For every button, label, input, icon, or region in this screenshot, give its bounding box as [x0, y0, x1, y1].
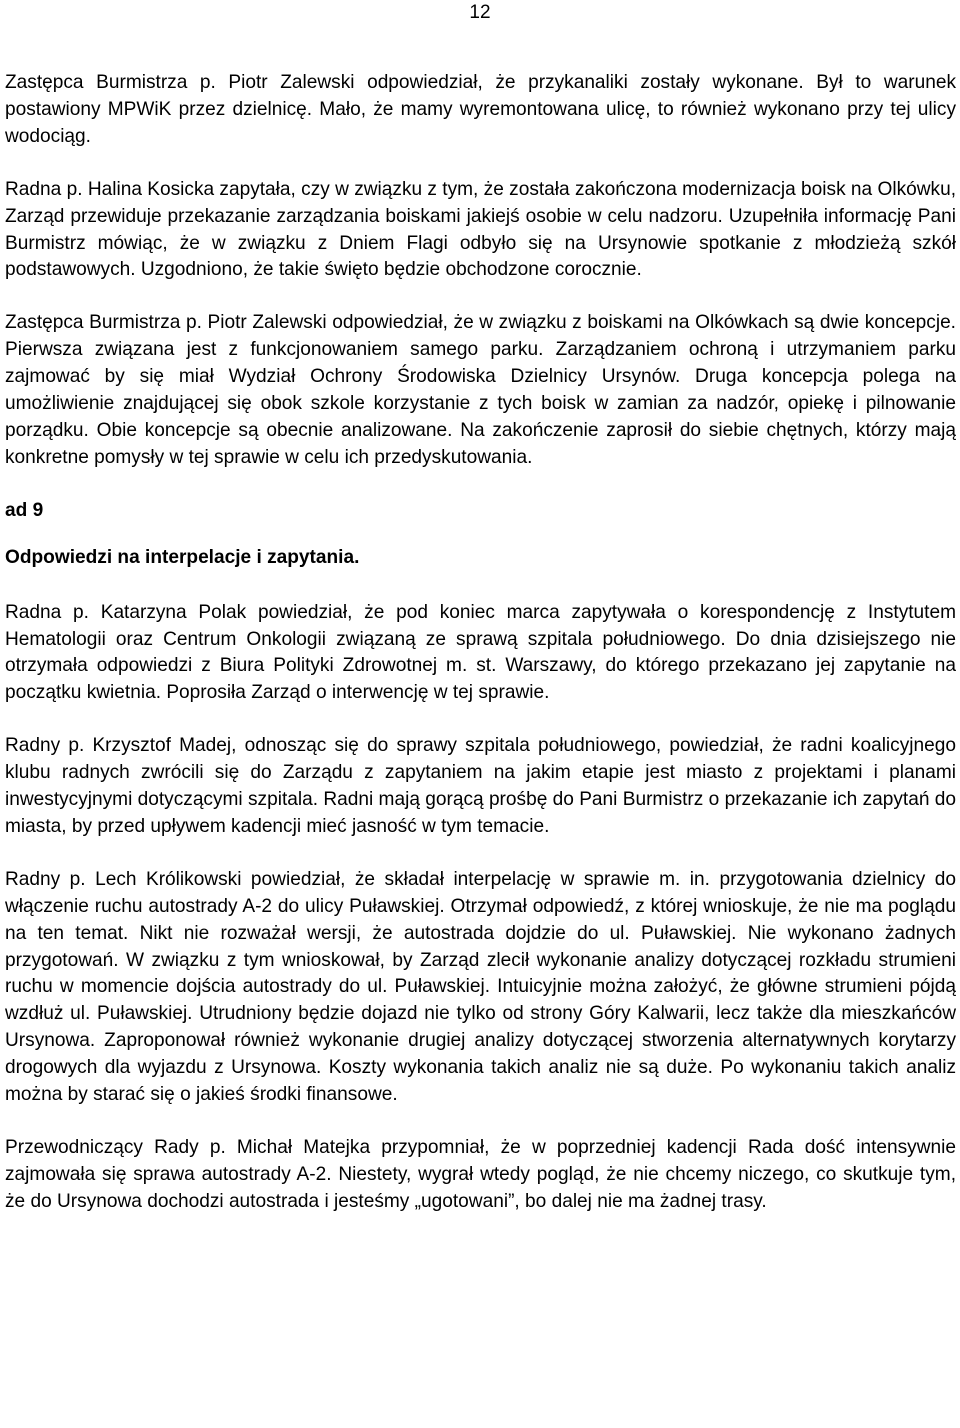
paragraph: Zastępca Burmistrza p. Piotr Zalewski odpowiedział, że przykanaliki zostały wykonane. Był to warunek postawiony MPWiK przez dzielnicę. Mało, że mamy wyremontowana ulicę, to również wykonano przy tej ulicy wodociąg. [5, 72, 956, 147]
paragraph: Radny p. Krzysztof Madej, odnosząc się do sprawy szpitala południowego, powiedział, że radni koalicyjnego klubu radnych zwrócili się do Zarządu z zapytaniem na jakim etapie jest miasto z projektami i planami inwestycyjnymi dotyczącymi szpitala. Radni mają gorącą prośbę do Pani Burmistrz o przekazanie ich zapytań do miasta, by przed upływem kadencji mieć jasność w tym temacie. [5, 735, 956, 837]
document-body [5, 70, 956, 1242]
page-number: 12 [469, 2, 491, 23]
section-number: ad 9 [5, 499, 44, 521]
paragraph: Radna p. Halina Kosicka zapytała, czy w związku z tym, że została zakończona modernizacja boisk na Olkówku, Zarząd przewiduje przekazanie zarządzania boiskami jakiejś osobie w celu nadzoru. Uzupełniła informację Pani Burmistrz mówiąc, że w związku z Dniem Flagi odbyło się na Ursynowie spotkanie z młodzieżą szkół podstawowych. Uzgodniono, że takie święto będzie obchodzone corocznie. [5, 178, 956, 281]
paragraph: Zastępca Burmistrza p. Piotr Zalewski odpowiedział, że w związku z boiskami na Olkówkach są dwie koncepcje. Pierwsza związana jest z funkcjonowaniem samego parku. Zarządzaniem ochroną i utrzymaniem parku zajmować by się miał Wydział Ochrony Środowiska Dzielnicy Ursynów. Druga koncepcja polega na umożliwienie znajdującej się obok szkole korzystanie z tych boisk w zamian za nadzór, opiekę i pilnowanie porządku. Obie koncepcje są obecnie analizowane. Na zakończenie zaprosił do siebie chętnych, którzy mają konkretne pomysły w tej sprawie w celu ich przedyskutowania. [5, 312, 956, 468]
paragraph: Przewodniczący Rady p. Michał Matejka przypomniał, że w poprzedniej kadencji Rada dość intensywnie zajmowała się sprawa autostrady A-2. Niestety, wygrał wtedy pogląd, że nie chcemy niczego, co skutkuje tym, że do Ursynowa dochodzi autostrada i jesteśmy „ugotowani”, bo dalej nie ma żadnej trasy. [5, 1137, 956, 1212]
paragraph: Radna p. Katarzyna Polak powiedział, że pod koniec marca zapytywała o korespondencję z Instytutem Hematologii oraz Centrum Onkologii związaną ze sprawą szpitala południowego. Do dnia dzisiejszego nie otrzymała odpowiedzi z Biura Polityki Zdrowotnej m. st. Warszawy, do którego przekazano jej zapytanie na początku kwietnia. Poprosiła Zarząd o interwencję w tej sprawie. [5, 601, 956, 704]
paragraph: Radny p. Lech Królikowski powiedział, że składał interpelację w sprawie m. in. przygotowania dzielnicy do włączenie ruchu autostrady A-2 do ulicy Puławskiej. Otrzymał odpowiedź, z której wnioskuje, że nie ma poglądu na ten temat. Nikt nie rozważał wersji, że autostrada dojdzie do ul. Puławskiej. Nie wykonano żadnych przygotowań. W związku z tym wnioskował, by Zarząd zlecił wykonanie analizy dotyczącej rozkładu strumieni ruchu w momencie dojścia autostrady do ul. Puławskiej. Intuicyjnie można założyć, że główne strumieni pójdą wzdłuż ul. Puławskiej. Utrudniony będzie dojazd nie tylko od strony Góry Kalwarii, lecz także dla mieszkańców Ursynowa. Zaproponował również wykonanie drugiej analizy dotyczącej stworzenia alternatywnych korytarzy drogowych dla wyjazdu z Ursynowa. Koszty wykonania takich analiz nie są duże. Po wykonaniu takich analiz można by starać się o jakieś środki finansowe. [5, 868, 956, 1106]
section-title: Odpowiedzi na interpelacje i zapytania. [5, 546, 360, 568]
